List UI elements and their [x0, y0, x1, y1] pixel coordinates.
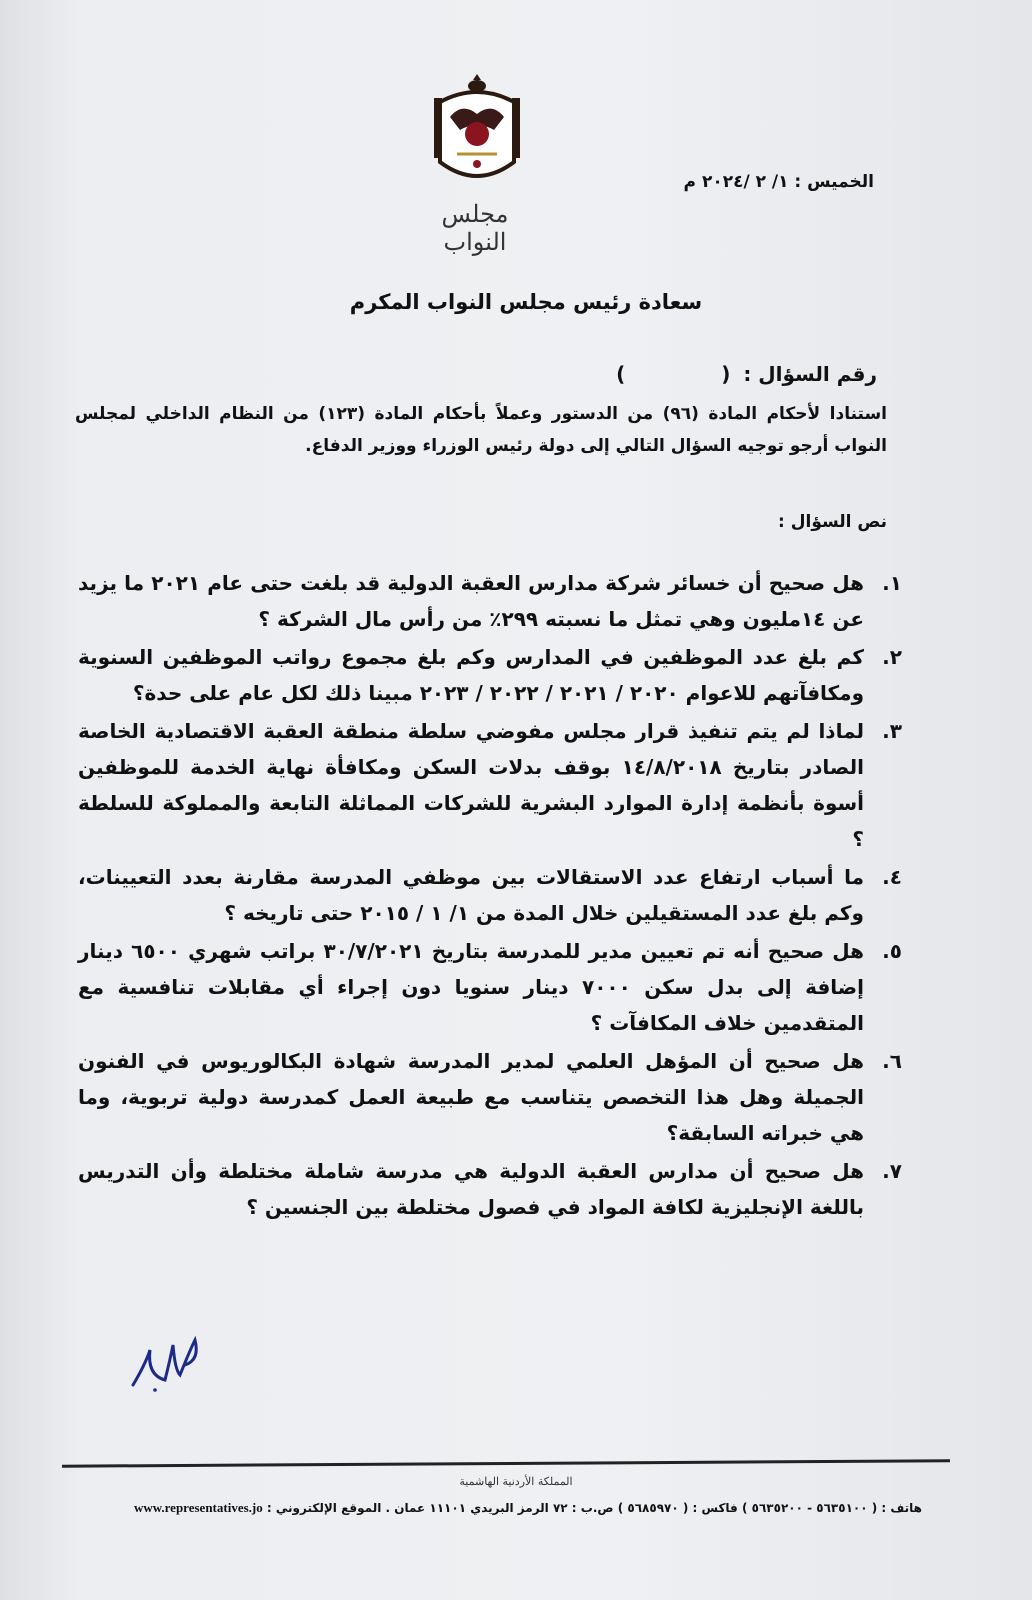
footer-divider [62, 1459, 950, 1467]
open-paren: ( [721, 362, 731, 386]
contact-info: هاتف : ( ٥٦٣٥١٠٠ - ٥٦٣٥٢٠٠ ) فاكس : ( ٥٦٨٥٩٧٠ ) ص.ب : ٧٢ الرمز البريدي ١١١٠١ عمان . الموقع الإلكتروني : [266, 1501, 922, 1515]
website-link[interactable]: www.representatives.jo [133, 1500, 263, 1515]
jordan-coat-of-arms-icon [432, 72, 522, 187]
question-list [78, 565, 902, 1227]
signature [125, 1330, 205, 1395]
list-item [78, 1043, 902, 1151]
item-text: هل صحيح أن مدارس العقبة الدولية هي مدرسة شاملة مختلطة وأن التدريس باللغة الإنجليزية لكافة المواد في فصول مختلطة بين الجنسين ؟ [78, 1159, 864, 1219]
item-number: ٦. [882, 1049, 902, 1073]
list-item [78, 713, 902, 857]
list-item [78, 859, 902, 931]
item-number: ٧. [882, 1159, 902, 1183]
item-text: هل صحيح أن خسائر شركة مدارس العقبة الدولية قد بلغت حتى عام ٢٠٢١ ما يزيد عن ١٤مليون وهي تمثل ما نسبته ٢٩٩٪ من رأس مال الشركة ؟ [78, 571, 864, 631]
footer-contact [134, 1500, 922, 1516]
item-number: ١. [882, 571, 902, 595]
item-number: ٣. [882, 719, 902, 743]
item-number: ٢. [882, 645, 902, 669]
list-item [78, 639, 902, 711]
item-text: كم بلغ عدد الموظفين في المدارس وكم بلغ مجموع رواتب الموظفين السنوية ومكافآتهم للاعوام ٢٠٢٠ / ٢٠٢١ / ٢٠٢٢ / ٢٠٢٣ مبينا ذلك لكل عام على حدة؟ [78, 645, 864, 705]
question-text-label: نص السؤال : [778, 512, 887, 532]
intro-paragraph: استنادا لأحكام المادة (٩٦) من الدستور وعملاً بأحكام المادة (١٢٣) من النظام الداخلي لمجلس النواب أرجو توجيه السؤال التالي إلى دولة رئيس الوزراء ووزير الدفاع. [75, 404, 887, 456]
item-text: ما أسباب ارتفاع عدد الاستقالات بين موظفي المدرسة مقارنة بعدد التعيينات، وكم بلغ عدد المستقيلين خلال المدة من ١/ ١ / ٢٠١٥ حتى تاريخه ؟ [78, 865, 864, 925]
date-label: الخميس [807, 172, 874, 192]
item-text: هل صحيح أنه تم تعيين مدير للمدرسة بتاريخ ٣٠/٧/٢٠٢١ براتب شهري ٦٥٠٠ دينار إضافة إلى بدل سكن ٧٠٠٠ دينار سنويا دون إجراء أي مقابلات تنافسية مع المتقدمين خلاف المكافآت ؟ [78, 939, 864, 1035]
footer-logo: المملكة الأردنية الهاشمية [459, 1475, 573, 1488]
list-item [78, 933, 902, 1041]
council-logo: مجلس النواب [441, 200, 509, 256]
question-number-label: رقم السؤال : [743, 362, 877, 386]
close-paren: ) [616, 362, 626, 386]
date-value: ١/ ٢ /٢٠٢٤ م [683, 172, 789, 192]
item-text: لماذا لم يتم تنفيذ قرار مجلس مفوضي سلطة منطقة العقبة الاقتصادية الخاصة الصادر بتاريخ ١٤/٨/٢٠١٨ بوقف بدلات السكن ومكافأة نهاية الخدمة للموظفين أسوة بأنظمة إدارة الموارد البشرية للشركات المماثلة التابعة والمملوكة للسلطة ؟ [78, 719, 864, 851]
question-number [610, 362, 877, 386]
item-text: هل صحيح أن المؤهل العلمي لمدير المدرسة شهادة البكالوريوس في الفنون الجميلة وهل هذا التخصص يتناسب مع طبيعة العمل كمدرسة دولية تربوية، وما هي خبراته السابقة؟ [78, 1049, 864, 1145]
date-line: الخميس : ١/ ٢ /٢٠٢٤ م [683, 172, 874, 192]
list-item [78, 1153, 902, 1225]
item-number: ٥. [882, 939, 902, 963]
item-number: ٤. [882, 865, 902, 889]
list-item [78, 565, 902, 637]
addressee-heading: سعادة رئيس مجلس النواب المكرم [349, 290, 703, 314]
